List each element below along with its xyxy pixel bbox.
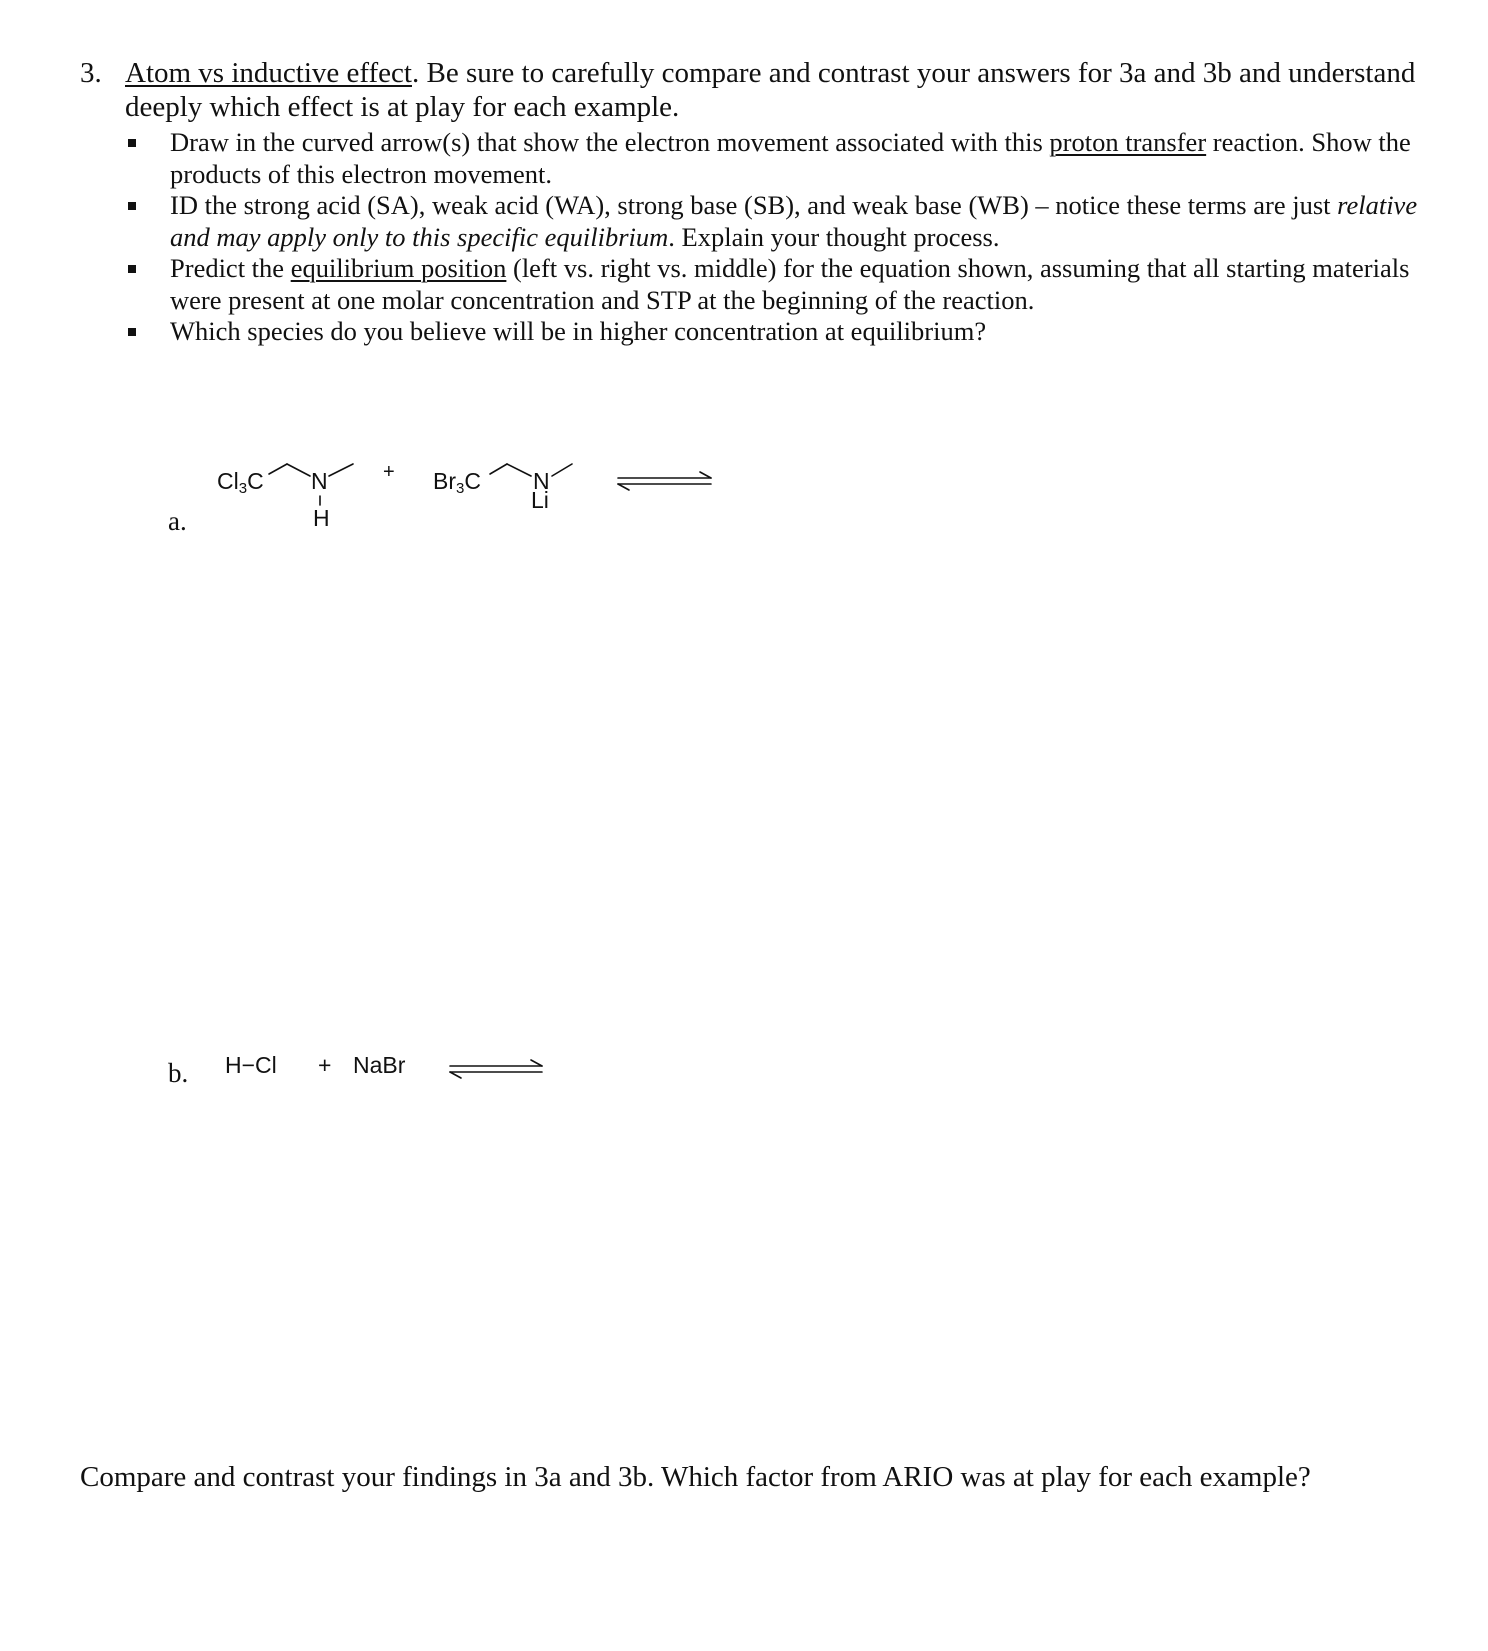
bond-c-c-a2: [490, 464, 507, 474]
part-a-label: a.: [168, 506, 187, 536]
relative-terms-note: relative and may apply only to this specific equilibrium: [170, 190, 1418, 252]
reactant-a2-nitrogen: N: [533, 468, 550, 494]
question-intro-rest: . Be sure to carefully compare and contrast your answers for 3a and 3b and understand deeply which effect is at play for each example.: [125, 57, 1416, 123]
reactant-a1-nitrogen: N: [311, 468, 328, 494]
instruction-item-arrows: Draw in the curved arrow(s) that show the electron movement associated with this proton transfer reaction. Show the products of this electron movement.: [80, 127, 1430, 190]
instruction-item-concentration: Which species do you believe will be in higher concentration at equilibrium?: [80, 316, 1430, 348]
question-number: 3.: [80, 57, 102, 89]
proton-transfer-term: proton transfer: [1049, 127, 1207, 157]
question-title: Atom vs inductive effect: [125, 57, 412, 89]
bond-c-n-a1: [287, 464, 310, 476]
instruction-item-predict: Predict the equilibrium position (left vs. right vs. middle) for the equation shown, assuming that all starting materials were present at one molar concentration and STP at the beginning of the reaction.: [80, 253, 1430, 316]
bond-n-methyl-a2: [552, 464, 572, 476]
plus-sign-b: +: [318, 1052, 332, 1078]
reactant-b2-nabr: NaBr: [353, 1052, 406, 1078]
bond-n-methyl-a1: [329, 464, 353, 476]
equilibrium-position-term: equilibrium position: [290, 253, 507, 283]
equilibrium-arrow-a-icon: [618, 472, 711, 490]
equilibrium-arrow-b-icon: [450, 1060, 542, 1078]
compare-question: Compare and contrast your findings in 3a and 3b. Which factor from ARIO was at play for each example?: [80, 1461, 1311, 1493]
reactant-a2-lithium: Li: [531, 487, 549, 513]
bond-c-c-a1: [269, 464, 287, 474]
bond-c-n-a2: [507, 464, 531, 476]
reactant-a1-cl3c: $Cl_3C$: [217, 468, 264, 497]
reactant-b1-hcl: H−Cl: [225, 1052, 277, 1078]
reactant-a2-br3c: $Br_3C$: [433, 468, 481, 497]
plus-sign-a: +: [383, 461, 395, 483]
reactant-a1-hydrogen: H: [313, 505, 330, 531]
part-b-label: b.: [168, 1058, 189, 1088]
instruction-item-identify: ID the strong acid (SA), weak acid (WA), strong base (SB), and weak base (WB) – notice these terms are just relative and may apply only to this specific equilibrium. Explain your thought process.: [80, 190, 1430, 253]
